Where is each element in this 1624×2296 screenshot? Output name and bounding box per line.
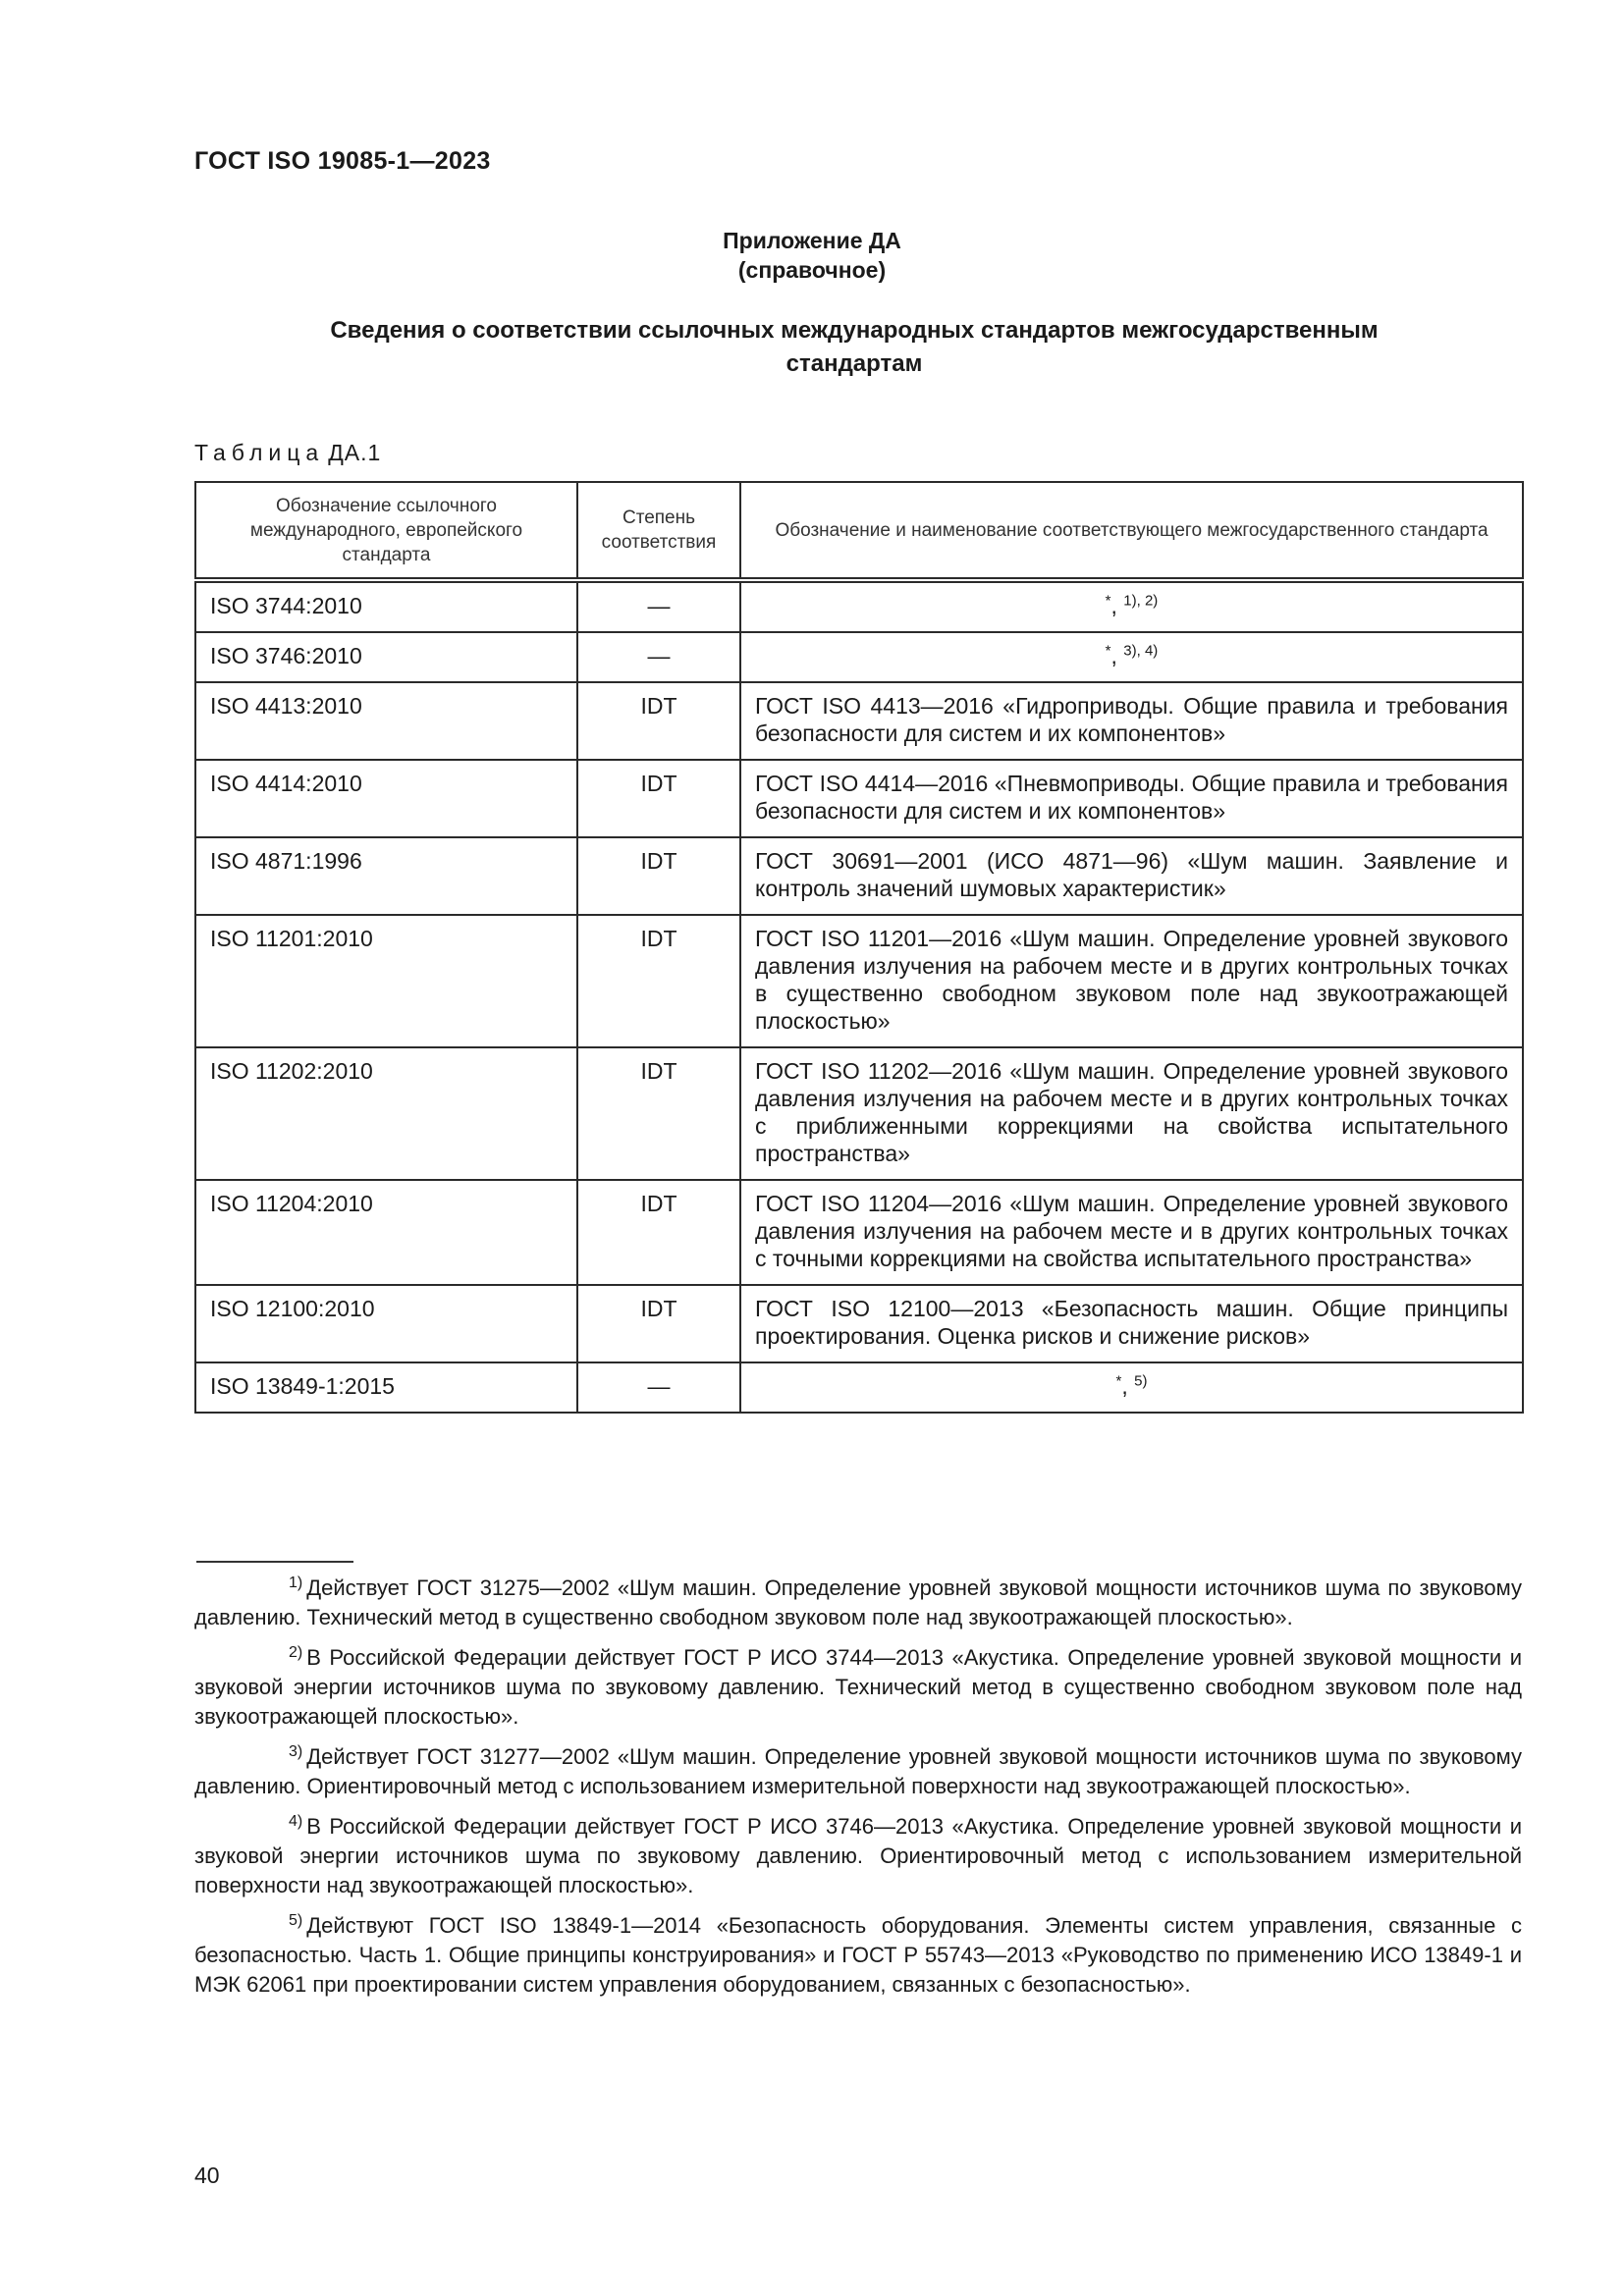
- cell-reference: ISO 11202:2010: [195, 1047, 577, 1180]
- cell-degree: IDT: [577, 837, 740, 915]
- cell-interstate: *, $^{1), 2)}$: [740, 580, 1523, 632]
- cell-reference: ISO 4871:1996: [195, 837, 577, 915]
- cell-reference: ISO 3746:2010: [195, 632, 577, 682]
- cell-degree: IDT: [577, 1047, 740, 1180]
- footnote-ref: 5): [1134, 1372, 1148, 1390]
- table-row: [195, 682, 1523, 760]
- appendix-heading: [0, 226, 1624, 285]
- cell-reference: ISO 4414:2010: [195, 760, 577, 837]
- table-caption-word: Таблица: [194, 440, 325, 465]
- footnote-text: В Российской Федерации действует ГОСТ Р ИСО 3744—2013 «Акустика. Определение уровней звуковой мощности и звуковой энергии источников шума по звуковому давлению. Технический метод в существенно свободном звуковом поле над звукоотражающей плоскостью».: [194, 1645, 1522, 1729]
- footnote-separator: [196, 1561, 353, 1563]
- cell-degree: —: [577, 1362, 740, 1413]
- cell-interstate: ГОСТ ISO 4414—2016 «Пневмоприводы. Общие правила и требования безопасности для систем и их компонентов»: [740, 760, 1523, 837]
- footnote-text: Действует ГОСТ 31277—2002 «Шум машин. Определение уровней звуковой мощности источников шума по звуковому давлению. Ориентировочный метод с использованием измерительной поверхности над звукоотражающей плоскостью».: [194, 1744, 1522, 1798]
- footnote-mark: 1): [289, 1574, 303, 1591]
- cell-interstate: ГОСТ ISO 4413—2016 «Гидроприводы. Общие правила и требования безопасности для систем и их компонентов»: [740, 682, 1523, 760]
- star-mark: *: [1105, 592, 1111, 610]
- cell-degree: —: [577, 632, 740, 682]
- table-caption-id: ДА.1: [328, 440, 382, 465]
- footnote: [194, 1742, 1522, 1801]
- table-caption: [194, 440, 381, 466]
- table-row: [195, 1362, 1523, 1413]
- footnote-text: Действуют ГОСТ ISO 13849-1—2014 «Безопасность оборудования. Элементы систем управления, связанные с безопасностью. Часть 1. Общие принципы конструирования» и ГОСТ Р 55743—2013 «Руководство по применению ИСО 13849-1 и МЭК 62061 при проектировании систем управления оборудованием, связанных с безопасностью».: [194, 1913, 1522, 1997]
- section-title-line1: Сведения о соответствии ссылочных международных стандартов межгосударственным: [330, 317, 1379, 344]
- cell-interstate: ГОСТ ISO 11202—2016 «Шум машин. Определение уровней звукового давления излучения на рабочем месте и в других контрольных точках с приближенными коррекциями на свойства испытательного пространства»: [740, 1047, 1523, 1180]
- footnote: [194, 1812, 1522, 1900]
- cell-reference: ISO 13849-1:2015: [195, 1362, 577, 1413]
- footnote: [194, 1574, 1522, 1632]
- cell-degree: IDT: [577, 915, 740, 1047]
- cell-interstate: ГОСТ 30691—2001 (ИСО 4871—96) «Шум машин. Заявление и контроль значений шумовых характеристик»: [740, 837, 1523, 915]
- page-number: 40: [194, 2163, 220, 2188]
- footnotes: [194, 1574, 1522, 2010]
- column-header-degree: Степень соответствия: [577, 482, 740, 580]
- footnote-ref: 1), 2): [1123, 592, 1159, 610]
- table-row: [195, 760, 1523, 837]
- appendix-title: Приложение ДА: [723, 228, 901, 253]
- cell-interstate: ГОСТ ISO 11201—2016 «Шум машин. Определение уровней звукового давления излучения на рабочем месте и в других контрольных точках в существенно свободном звуковом поле над звукоотражающей плоскостью»: [740, 915, 1523, 1047]
- section-title: [216, 314, 1492, 381]
- cell-reference: ISO 11201:2010: [195, 915, 577, 1047]
- appendix-type: (справочное): [737, 257, 887, 283]
- cell-interstate: *, $^{5)}$: [740, 1362, 1523, 1413]
- cell-reference: ISO 3744:2010: [195, 580, 577, 632]
- footnote-text: Действует ГОСТ 31275—2002 «Шум машин. Определение уровней звуковой мощности источников шума по звуковому давлению. Технический метод в существенно свободном звуковом поле над звукоотражающей плоскостью».: [194, 1575, 1522, 1629]
- cell-reference: ISO 11204:2010: [195, 1180, 577, 1285]
- cell-degree: IDT: [577, 682, 740, 760]
- document-code: ГОСТ ISO 19085-1—2023: [194, 147, 491, 175]
- cell-interstate: *, $^{3), 4)}$: [740, 632, 1523, 682]
- footnote-mark: 5): [289, 1911, 303, 1929]
- table-row: [195, 632, 1523, 682]
- cell-degree: IDT: [577, 1180, 740, 1285]
- cell-interstate: ГОСТ ISO 12100—2013 «Безопасность машин. Общие принципы проектирования. Оценка рисков и снижение рисков»: [740, 1285, 1523, 1362]
- cell-reference: ISO 12100:2010: [195, 1285, 577, 1362]
- table-row: [195, 837, 1523, 915]
- footnote: [194, 1643, 1522, 1732]
- cell-degree: IDT: [577, 760, 740, 837]
- footnote-mark: 2): [289, 1643, 303, 1661]
- footnote: [194, 1911, 1522, 2000]
- table-row: [195, 915, 1523, 1047]
- table-row: [195, 580, 1523, 632]
- footnote-text: В Российской Федерации действует ГОСТ Р ИСО 3746—2013 «Акустика. Определение уровней звуковой мощности и звуковой энергии источников шума по звуковому давлению. Ориентировочный метод с использованием измерительной поверхности над звукоотражающей плоскостью».: [194, 1814, 1522, 1897]
- column-header-interstate: Обозначение и наименование соответствующего межгосударственного стандарта: [740, 482, 1523, 580]
- cell-degree: IDT: [577, 1285, 740, 1362]
- footnote-mark: 4): [289, 1812, 303, 1830]
- table-header-row: [195, 482, 1523, 580]
- cell-degree: —: [577, 580, 740, 632]
- standards-table: [194, 481, 1524, 1414]
- table-row: [195, 1047, 1523, 1180]
- table-row: [195, 1285, 1523, 1362]
- star-mark: *: [1105, 642, 1111, 660]
- cell-reference: ISO 4413:2010: [195, 682, 577, 760]
- table-row: [195, 1180, 1523, 1285]
- section-title-line2: стандартам: [785, 350, 923, 377]
- cell-interstate: ГОСТ ISO 11204—2016 «Шум машин. Определение уровней звукового давления излучения на рабочем месте и в других контрольных точках с точными коррекциями на свойства испытательного пространства»: [740, 1180, 1523, 1285]
- footnote-mark: 3): [289, 1742, 303, 1760]
- star-mark: *: [1115, 1372, 1122, 1390]
- column-header-reference: Обозначение ссылочного международного, европейского стандарта: [195, 482, 577, 580]
- footnote-ref: 3), 4): [1123, 642, 1159, 660]
